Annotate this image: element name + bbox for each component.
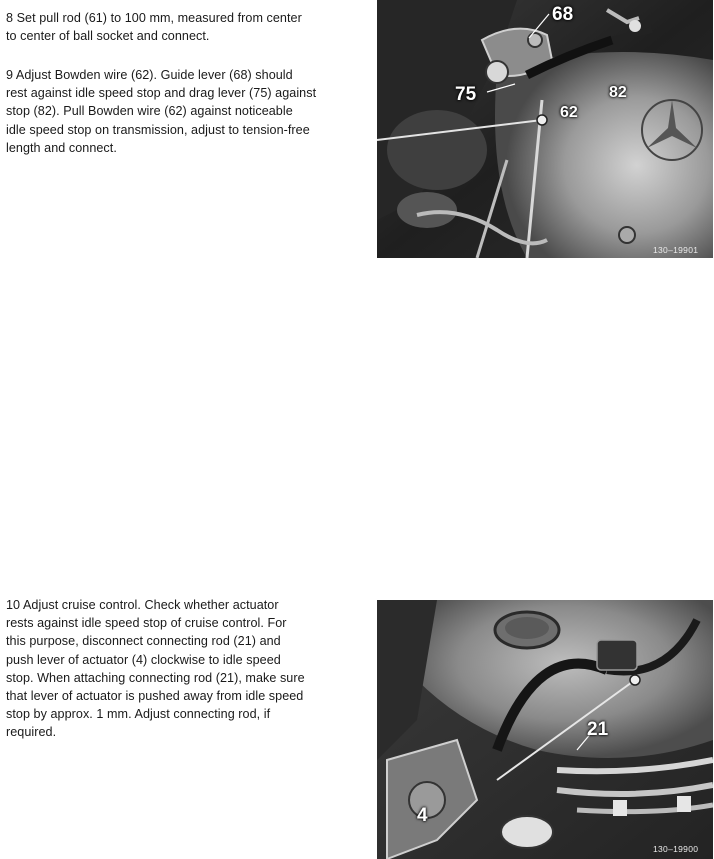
figure-code: 130–19901 <box>653 245 699 255</box>
text-line: required. <box>6 725 57 740</box>
text-line: stop. When attaching connecting rod (21), make sure <box>6 670 305 685</box>
cruise-control-photo <box>377 600 713 859</box>
text-line: this purpose, disconnect connecting rod (21) and <box>6 634 281 649</box>
text-line: length and connect. <box>6 140 117 155</box>
text-line: rest against idle speed stop and drag lever (75) against <box>6 86 317 101</box>
figure-code: 130–19900 <box>653 844 699 854</box>
engine-linkage-illustration <box>377 0 713 258</box>
text-line: to center of ball socket and connect. <box>6 29 210 44</box>
text-line: that lever of actuator is pushed away from idle speed <box>6 689 304 704</box>
text-line: 10 Adjust cruise control. Check whether actuator <box>6 598 279 612</box>
text-line: rests against idle speed stop of cruise control. For <box>6 616 287 631</box>
text-line: 8 Set pull rod (61) to 100 mm, measured from center <box>6 11 302 25</box>
callout-62: 62 <box>560 104 578 121</box>
step-10-text <box>6 596 351 742</box>
callout-75: 75 <box>455 84 477 105</box>
text-line: stop (82). Pull Bowden wire (62) against noticeable <box>6 104 293 119</box>
callout-68: 68 <box>552 4 574 25</box>
text-line: idle speed stop on transmission, adjust to tension-free <box>6 122 310 137</box>
callout-4: 4 <box>417 805 428 826</box>
callout-21: 21 <box>587 719 609 740</box>
text-line: stop by approx. 1 mm. Adjust connecting rod, if <box>6 707 271 722</box>
engine-linkage-photo <box>377 0 713 258</box>
callout-82: 82 <box>609 84 627 101</box>
text-line: 9 Adjust Bowden wire (62). Guide lever (68) should <box>6 68 293 82</box>
text-line: push lever of actuator (4) clockwise to idle speed <box>6 652 281 667</box>
step-9-text <box>6 66 351 157</box>
step-8-text <box>6 9 351 45</box>
